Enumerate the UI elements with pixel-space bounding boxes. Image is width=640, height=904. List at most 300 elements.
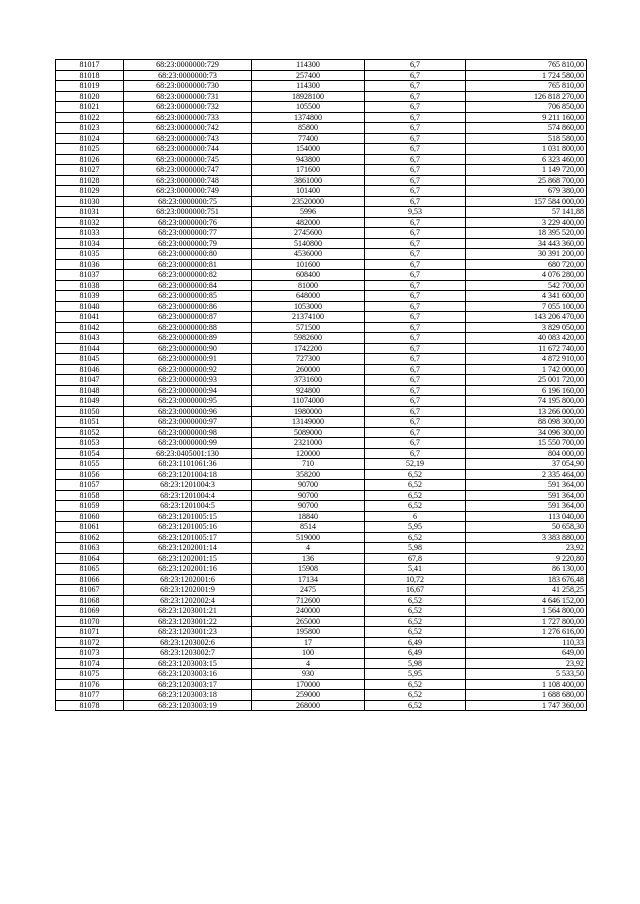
table-row [56, 133, 587, 144]
rate-cell: 6,52 [365, 480, 466, 491]
rate-cell: 5,95 [365, 669, 466, 680]
rate-cell: 6,52 [365, 627, 466, 638]
cadastral-number-cell: 68:23:0000000:80 [124, 249, 252, 260]
value-cell: 113 040,00 [466, 511, 587, 522]
table-row [56, 459, 587, 470]
rate-cell: 6,52 [365, 700, 466, 711]
table-row [56, 511, 587, 522]
table-row [56, 301, 587, 312]
cadastral-number-cell: 68:23:0000000:729 [124, 60, 252, 71]
table-row [56, 679, 587, 690]
rate-cell: 5,41 [365, 564, 466, 575]
area-cell: 101400 [252, 186, 365, 197]
area-cell: 5140800 [252, 238, 365, 249]
value-cell: 37 054,90 [466, 459, 587, 470]
cadastral-number-cell: 68:23:1201005:15 [124, 511, 252, 522]
row-number-cell: 81053 [56, 438, 124, 449]
value-cell: 4 341 600,00 [466, 291, 587, 302]
cadastral-number-cell: 68:23:1202001:15 [124, 553, 252, 564]
value-cell: 4 872 910,00 [466, 354, 587, 365]
cadastral-number-cell: 68:23:1203003:18 [124, 690, 252, 701]
area-cell: 712600 [252, 595, 365, 606]
cadastral-number-cell: 68:23:1201004:4 [124, 490, 252, 501]
area-cell: 105500 [252, 102, 365, 113]
area-cell: 4536000 [252, 249, 365, 260]
area-cell: 2745600 [252, 228, 365, 239]
row-number-cell: 81059 [56, 501, 124, 512]
area-cell: 101600 [252, 259, 365, 270]
value-cell: 23,92 [466, 543, 587, 554]
value-cell: 18 395 520,00 [466, 228, 587, 239]
cadastral-number-cell: 68:23:0000000:97 [124, 417, 252, 428]
rate-cell: 6,7 [365, 280, 466, 291]
rate-cell: 6,7 [365, 133, 466, 144]
area-cell: 5982600 [252, 333, 365, 344]
cadastral-number-cell: 68:23:0000000:742 [124, 123, 252, 134]
rate-cell: 6,7 [365, 112, 466, 123]
rate-cell: 10,72 [365, 574, 466, 585]
value-cell: 542 700,00 [466, 280, 587, 291]
cadastral-number-cell: 68:23:0000000:89 [124, 333, 252, 344]
table-row [56, 543, 587, 554]
value-cell: 9 220,80 [466, 553, 587, 564]
area-cell: 90700 [252, 480, 365, 491]
area-cell: 5089000 [252, 427, 365, 438]
table-row [56, 616, 587, 627]
row-number-cell: 81073 [56, 648, 124, 659]
cadastral-number-cell: 68:23:1203001:23 [124, 627, 252, 638]
table-row [56, 207, 587, 218]
area-cell: 648000 [252, 291, 365, 302]
table-row [56, 280, 587, 291]
cadastral-number-cell: 68:23:0000000:98 [124, 427, 252, 438]
table-row [56, 469, 587, 480]
row-number-cell: 81025 [56, 144, 124, 155]
row-number-cell: 81024 [56, 133, 124, 144]
area-cell: 265000 [252, 616, 365, 627]
cadastral-number-cell: 68:23:0000000:88 [124, 322, 252, 333]
value-cell: 30 391 200,00 [466, 249, 587, 260]
row-number-cell: 81019 [56, 81, 124, 92]
cadastral-number-cell: 68:23:1203003:16 [124, 669, 252, 680]
rate-cell: 6,7 [365, 60, 466, 71]
rate-cell: 6,7 [365, 364, 466, 375]
area-cell: 13149000 [252, 417, 365, 428]
row-number-cell: 81028 [56, 175, 124, 186]
row-number-cell: 81066 [56, 574, 124, 585]
value-cell: 1 747 360,00 [466, 700, 587, 711]
cadastral-number-cell: 68:23:1201005:17 [124, 532, 252, 543]
cadastral-number-cell: 68:23:0000000:731 [124, 91, 252, 102]
row-number-cell: 81074 [56, 658, 124, 669]
area-cell: 3731600 [252, 375, 365, 386]
cadastral-value-table [55, 59, 587, 711]
cadastral-number-cell: 68:23:0000000:744 [124, 144, 252, 155]
row-number-cell: 81023 [56, 123, 124, 134]
table-row [56, 648, 587, 659]
value-cell: 13 266 000,00 [466, 406, 587, 417]
row-number-cell: 81035 [56, 249, 124, 260]
rate-cell: 6,7 [365, 186, 466, 197]
cadastral-number-cell: 68:23:0000000:93 [124, 375, 252, 386]
value-cell: 74 195 800,00 [466, 396, 587, 407]
value-cell: 1 276 616,00 [466, 627, 587, 638]
area-cell: 482000 [252, 217, 365, 228]
value-cell: 143 206 470,00 [466, 312, 587, 323]
rate-cell: 6,7 [365, 427, 466, 438]
rate-cell: 6,52 [365, 490, 466, 501]
value-cell: 5 533,50 [466, 669, 587, 680]
value-cell: 110,33 [466, 637, 587, 648]
cadastral-number-cell: 68:23:0405001:130 [124, 448, 252, 459]
table-row [56, 690, 587, 701]
cadastral-number-cell: 68:23:1201004:18 [124, 469, 252, 480]
area-cell: 943800 [252, 154, 365, 165]
value-cell: 3 829 050,00 [466, 322, 587, 333]
value-cell: 23,92 [466, 658, 587, 669]
value-cell: 1 688 680,00 [466, 690, 587, 701]
table-row [56, 637, 587, 648]
rate-cell: 6,7 [365, 301, 466, 312]
value-cell: 591 364,00 [466, 490, 587, 501]
row-number-cell: 81052 [56, 427, 124, 438]
rate-cell: 6,7 [365, 70, 466, 81]
table-row [56, 532, 587, 543]
table-row [56, 186, 587, 197]
row-number-cell: 81039 [56, 291, 124, 302]
row-number-cell: 81048 [56, 385, 124, 396]
table-row [56, 270, 587, 281]
area-cell: 240000 [252, 606, 365, 617]
value-cell: 3 383 880,00 [466, 532, 587, 543]
cadastral-number-cell: 68:23:1203003:15 [124, 658, 252, 669]
row-number-cell: 81075 [56, 669, 124, 680]
rate-cell: 6,7 [365, 375, 466, 386]
row-number-cell: 81055 [56, 459, 124, 470]
rate-cell: 6,7 [365, 165, 466, 176]
area-cell: 90700 [252, 490, 365, 501]
rate-cell: 6,7 [365, 396, 466, 407]
rate-cell: 9,53 [365, 207, 466, 218]
row-number-cell: 81047 [56, 375, 124, 386]
value-cell: 1 724 580,00 [466, 70, 587, 81]
row-number-cell: 81050 [56, 406, 124, 417]
rate-cell: 6,7 [365, 217, 466, 228]
value-cell: 680 720,00 [466, 259, 587, 270]
cadastral-number-cell: 68:23:0000000:85 [124, 291, 252, 302]
cadastral-number-cell: 68:23:1202001:9 [124, 585, 252, 596]
row-number-cell: 81022 [56, 112, 124, 123]
value-cell: 765 810,00 [466, 81, 587, 92]
row-number-cell: 81054 [56, 448, 124, 459]
table-row [56, 322, 587, 333]
area-cell: 15908 [252, 564, 365, 575]
area-cell: 268000 [252, 700, 365, 711]
area-cell: 21374100 [252, 312, 365, 323]
table-row [56, 144, 587, 155]
table-row [56, 112, 587, 123]
row-number-cell: 81076 [56, 679, 124, 690]
table-row [56, 81, 587, 92]
rate-cell: 5,98 [365, 658, 466, 669]
table-row [56, 228, 587, 239]
value-cell: 50 658,30 [466, 522, 587, 533]
row-number-cell: 81026 [56, 154, 124, 165]
table-row [56, 585, 587, 596]
row-number-cell: 81064 [56, 553, 124, 564]
rate-cell: 6,52 [365, 616, 466, 627]
value-cell: 15 550 700,00 [466, 438, 587, 449]
row-number-cell: 81068 [56, 595, 124, 606]
table-row [56, 333, 587, 344]
rate-cell: 6,7 [365, 270, 466, 281]
row-number-cell: 81046 [56, 364, 124, 375]
rate-cell: 6,49 [365, 648, 466, 659]
area-cell: 2321000 [252, 438, 365, 449]
row-number-cell: 81029 [56, 186, 124, 197]
row-number-cell: 81071 [56, 627, 124, 638]
cadastral-number-cell: 68:23:0000000:81 [124, 259, 252, 270]
cadastral-number-cell: 68:23:0000000:748 [124, 175, 252, 186]
rate-cell: 6,7 [365, 291, 466, 302]
cadastral-number-cell: 68:23:0000000:743 [124, 133, 252, 144]
table-row [56, 291, 587, 302]
table-row [56, 60, 587, 71]
row-number-cell: 81070 [56, 616, 124, 627]
value-cell: 11 672 740,00 [466, 343, 587, 354]
cadastral-number-cell: 68:23:1203001:21 [124, 606, 252, 617]
cadastral-number-cell: 68:23:0000000:84 [124, 280, 252, 291]
area-cell: 11074000 [252, 396, 365, 407]
row-number-cell: 81043 [56, 333, 124, 344]
cadastral-number-cell: 68:23:1202001:16 [124, 564, 252, 575]
rate-cell: 67,8 [365, 553, 466, 564]
cadastral-number-cell: 68:23:1201004:5 [124, 501, 252, 512]
rate-cell: 6,7 [365, 144, 466, 155]
row-number-cell: 81030 [56, 196, 124, 207]
cadastral-number-cell: 68:23:0000000:730 [124, 81, 252, 92]
cadastral-number-cell: 68:23:1201004:3 [124, 480, 252, 491]
rate-cell: 6,7 [365, 385, 466, 396]
rate-cell: 6,7 [365, 259, 466, 270]
row-number-cell: 81027 [56, 165, 124, 176]
value-cell: 1 742 000,00 [466, 364, 587, 375]
rate-cell: 6,52 [365, 532, 466, 543]
value-cell: 3 229 400,00 [466, 217, 587, 228]
rate-cell: 6,7 [365, 249, 466, 260]
row-number-cell: 81045 [56, 354, 124, 365]
area-cell: 17134 [252, 574, 365, 585]
row-number-cell: 81041 [56, 312, 124, 323]
row-number-cell: 81044 [56, 343, 124, 354]
row-number-cell: 81018 [56, 70, 124, 81]
row-number-cell: 81037 [56, 270, 124, 281]
row-number-cell: 81042 [56, 322, 124, 333]
value-cell: 591 364,00 [466, 480, 587, 491]
rate-cell: 6,7 [365, 333, 466, 344]
cadastral-number-cell: 68:23:0000000:76 [124, 217, 252, 228]
row-number-cell: 81031 [56, 207, 124, 218]
row-number-cell: 81049 [56, 396, 124, 407]
rate-cell: 6,7 [365, 448, 466, 459]
area-cell: 18928100 [252, 91, 365, 102]
table-row [56, 595, 587, 606]
area-cell: 257400 [252, 70, 365, 81]
value-cell: 40 083 420,00 [466, 333, 587, 344]
value-cell: 6 323 460,00 [466, 154, 587, 165]
table-row [56, 522, 587, 533]
rate-cell: 6,7 [365, 322, 466, 333]
rate-cell: 6,7 [365, 81, 466, 92]
table-row [56, 574, 587, 585]
value-cell: 7 055 100,00 [466, 301, 587, 312]
rate-cell: 6,7 [365, 343, 466, 354]
table-row [56, 312, 587, 323]
area-cell: 3861000 [252, 175, 365, 186]
row-number-cell: 81017 [56, 60, 124, 71]
row-number-cell: 81051 [56, 417, 124, 428]
value-cell: 1 564 800,00 [466, 606, 587, 617]
cadastral-number-cell: 68:23:1201005:16 [124, 522, 252, 533]
table-body [56, 60, 587, 711]
cadastral-number-cell: 68:23:1203003:17 [124, 679, 252, 690]
value-cell: 34 443 360,00 [466, 238, 587, 249]
value-cell: 1 149 720,00 [466, 165, 587, 176]
value-cell: 183 676,48 [466, 574, 587, 585]
area-cell: 17 [252, 637, 365, 648]
value-cell: 88 098 300,00 [466, 417, 587, 428]
rate-cell: 6,52 [365, 606, 466, 617]
area-cell: 171600 [252, 165, 365, 176]
area-cell: 85800 [252, 123, 365, 134]
table-row [56, 427, 587, 438]
value-cell: 679 380,00 [466, 186, 587, 197]
cadastral-number-cell: 68:23:0000000:87 [124, 312, 252, 323]
cadastral-number-cell: 68:23:1203002:6 [124, 637, 252, 648]
area-cell: 81000 [252, 280, 365, 291]
table-row [56, 91, 587, 102]
cadastral-number-cell: 68:23:0000000:95 [124, 396, 252, 407]
cadastral-number-cell: 68:23:0000000:99 [124, 438, 252, 449]
rate-cell: 5,98 [365, 543, 466, 554]
table-row [56, 564, 587, 575]
value-cell: 41 258,25 [466, 585, 587, 596]
row-number-cell: 81040 [56, 301, 124, 312]
table-row [56, 238, 587, 249]
table-row [56, 154, 587, 165]
rate-cell: 6,7 [365, 406, 466, 417]
area-cell: 571500 [252, 322, 365, 333]
value-cell: 804 000,00 [466, 448, 587, 459]
rate-cell: 6,7 [365, 123, 466, 134]
rate-cell: 6,7 [365, 228, 466, 239]
table-row [56, 70, 587, 81]
value-cell: 34 096 300,00 [466, 427, 587, 438]
area-cell: 924800 [252, 385, 365, 396]
table-row [56, 165, 587, 176]
rate-cell: 6,52 [365, 469, 466, 480]
cadastral-number-cell: 68:23:0000000:745 [124, 154, 252, 165]
area-cell: 8514 [252, 522, 365, 533]
row-number-cell: 81062 [56, 532, 124, 543]
area-cell: 1980000 [252, 406, 365, 417]
table-row [56, 385, 587, 396]
row-number-cell: 81033 [56, 228, 124, 239]
rate-cell: 6,7 [365, 417, 466, 428]
area-cell: 358200 [252, 469, 365, 480]
rate-cell: 6,7 [365, 238, 466, 249]
rate-cell: 5,95 [365, 522, 466, 533]
area-cell: 154000 [252, 144, 365, 155]
table-row [56, 364, 587, 375]
row-number-cell: 81038 [56, 280, 124, 291]
area-cell: 710 [252, 459, 365, 470]
area-cell: 114300 [252, 60, 365, 71]
table-row [56, 249, 587, 260]
cadastral-number-cell: 68:23:0000000:751 [124, 207, 252, 218]
value-cell: 86 130,00 [466, 564, 587, 575]
area-cell: 1742200 [252, 343, 365, 354]
value-cell: 4 646 152,00 [466, 595, 587, 606]
table-row [56, 259, 587, 270]
row-number-cell: 81056 [56, 469, 124, 480]
value-cell: 25 001 720,00 [466, 375, 587, 386]
row-number-cell: 81072 [56, 637, 124, 648]
row-number-cell: 81021 [56, 102, 124, 113]
rate-cell: 6,52 [365, 690, 466, 701]
table-row [56, 417, 587, 428]
table-row [56, 102, 587, 113]
cadastral-number-cell: 68:23:1202001:6 [124, 574, 252, 585]
cadastral-number-cell: 68:23:1203003:19 [124, 700, 252, 711]
table-row [56, 627, 587, 638]
area-cell: 2475 [252, 585, 365, 596]
table-row [56, 480, 587, 491]
value-cell: 1 108 400,00 [466, 679, 587, 690]
value-cell: 1 031 800,00 [466, 144, 587, 155]
row-number-cell: 81058 [56, 490, 124, 501]
rate-cell: 6,7 [365, 312, 466, 323]
value-cell: 157 584 000,00 [466, 196, 587, 207]
cadastral-number-cell: 68:23:0000000:77 [124, 228, 252, 239]
value-cell: 57 141,88 [466, 207, 587, 218]
cadastral-number-cell: 68:23:0000000:82 [124, 270, 252, 281]
table-row [56, 217, 587, 228]
rate-cell: 6,7 [365, 102, 466, 113]
table-row [56, 658, 587, 669]
value-cell: 649,00 [466, 648, 587, 659]
row-number-cell: 81057 [56, 480, 124, 491]
table-row [56, 438, 587, 449]
cadastral-number-cell: 68:23:0000000:732 [124, 102, 252, 113]
value-cell: 9 211 160,00 [466, 112, 587, 123]
area-cell: 100 [252, 648, 365, 659]
area-cell: 18840 [252, 511, 365, 522]
table-row [56, 196, 587, 207]
cadastral-number-cell: 68:23:0000000:94 [124, 385, 252, 396]
row-number-cell: 81060 [56, 511, 124, 522]
area-cell: 259000 [252, 690, 365, 701]
area-cell: 4 [252, 543, 365, 554]
row-number-cell: 81078 [56, 700, 124, 711]
cadastral-number-cell: 68:23:0000000:96 [124, 406, 252, 417]
table-row [56, 375, 587, 386]
table-row [56, 354, 587, 365]
area-cell: 519000 [252, 532, 365, 543]
table-row [56, 123, 587, 134]
cadastral-number-cell: 68:23:0000000:90 [124, 343, 252, 354]
table-row [56, 396, 587, 407]
